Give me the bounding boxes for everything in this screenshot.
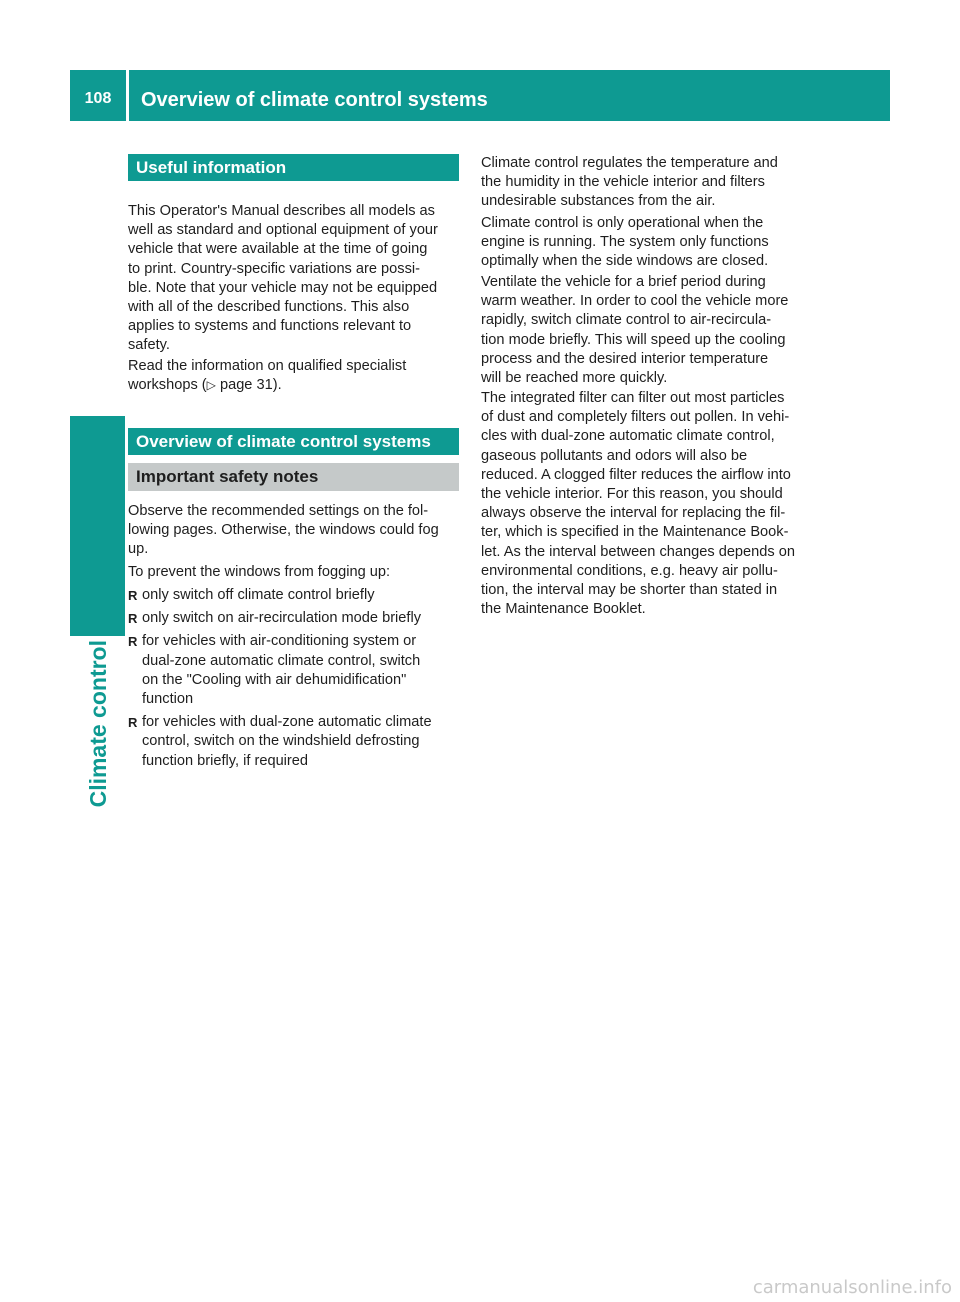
section-side-tab <box>70 416 125 636</box>
filter-line: cles with dual-zone automatic climate control, <box>481 428 775 445</box>
list-item-line: for vehicles with air-conditioning system or <box>142 633 417 650</box>
ventilation-line: tion mode briefly. This will speed up the cooling <box>481 331 786 348</box>
workshops-line-2-start: workshops ( <box>128 377 207 394</box>
list-item-line: only switch off climate control briefly <box>142 587 375 603</box>
fogging-intro-text: To prevent the windows from fogging up: <box>128 564 391 580</box>
useful-information-line: This Operator's Manual describes all models as <box>128 203 435 219</box>
workshops-line-1: Read the information on qualified specialist <box>128 358 407 374</box>
filter-line: ter, which is specified in the Maintenance Book- <box>481 524 789 541</box>
ventilation-line: warm weather. In order to cool the vehicle more <box>481 293 789 310</box>
list-item <box>128 586 459 605</box>
list-item-line: function <box>142 691 194 708</box>
filter-line: gaseous pollutants and odors will also be <box>481 447 748 464</box>
useful-information-line: vehicle that were available at the time of going <box>128 241 428 258</box>
overview-section-heading: Overview of climate control systems <box>128 428 459 455</box>
fogging-intro <box>128 563 459 582</box>
operational-line: Climate control is only operational when the <box>481 215 764 231</box>
list-item-line: function briefly, if required <box>142 752 309 769</box>
climate-control-intro-paragraph <box>481 154 811 212</box>
page-number: 108 <box>84 90 112 107</box>
filter-line: reduced. A clogged filter reduces the airflow into <box>481 466 791 483</box>
filter-line: tion, the interval may be shorter than stated in <box>481 582 778 599</box>
watermark: carmanualsonline.info <box>752 1277 952 1298</box>
ventilation-paragraph <box>481 273 811 388</box>
filter-line: the Maintenance Booklet. <box>481 601 646 618</box>
filter-line: the vehicle interior. For this reason, you should <box>481 486 783 503</box>
list-item <box>128 713 459 771</box>
bullet-marker-icon: R <box>128 611 138 627</box>
ventilation-line: will be reached more quickly. <box>481 370 668 387</box>
section-side-label <box>70 640 125 930</box>
safety-notes-line: lowing pages. Otherwise, the windows could fog <box>128 522 439 539</box>
list-item-line: for vehicles with dual-zone automatic climate <box>142 714 432 731</box>
list-item-line: control, switch on the windshield defrosting <box>142 733 420 750</box>
climate-intro-line: Climate control regulates the temperature and <box>481 155 778 171</box>
side-label-text: Climate control <box>84 640 111 808</box>
useful-information-line: well as standard and optional equipment of your <box>128 222 438 239</box>
operational-line: optimally when the side windows are closed. <box>481 253 769 270</box>
list-item-line: dual-zone automatic climate control, switch <box>142 652 421 669</box>
page-title: Overview of climate control systems <box>141 89 488 111</box>
useful-information-heading: Useful information <box>128 154 459 181</box>
filter-line: The integrated filter can filter out most particles <box>481 390 785 406</box>
page-header-bar <box>70 70 890 121</box>
filter-line: of dust and completely filters out pollen. In vehi- <box>481 409 790 426</box>
list-item-line: on the "Cooling with air dehumidification" <box>142 671 407 688</box>
list-item <box>128 632 459 709</box>
useful-information-line: applies to systems and functions relevant to <box>128 318 412 335</box>
safety-notes-line: Observe the recommended settings on the fol- <box>128 503 429 519</box>
safety-notes-line: up. <box>128 541 149 558</box>
ventilation-line: rapidly, switch climate control to air-recircula- <box>481 312 772 329</box>
climate-intro-line: the humidity in the vehicle interior and filters <box>481 174 765 191</box>
useful-information-line: with all of the described functions. This also <box>128 299 410 316</box>
filter-paragraph <box>481 389 811 619</box>
page-reference-link[interactable]: page 31). <box>215 377 282 394</box>
header-divider <box>126 70 129 121</box>
useful-information-line: to print. Country-specific variations are possi- <box>128 260 420 277</box>
useful-information-line: safety. <box>128 337 170 354</box>
safety-notes-paragraph <box>128 502 459 560</box>
bullet-marker-icon: R <box>128 634 138 650</box>
operational-line: engine is running. The system only functions <box>481 234 769 251</box>
ventilation-line: process and the desired interior temperature <box>481 350 769 367</box>
page-reference-arrow-icon: ▷ <box>206 378 216 393</box>
fogging-prevention-list <box>128 586 459 775</box>
filter-line: always observe the interval for replacing the fil- <box>481 505 786 522</box>
climate-intro-line: undesirable substances from the air. <box>481 193 716 210</box>
list-item <box>128 609 459 628</box>
operational-paragraph <box>481 214 811 272</box>
list-item-line: only switch on air-recirculation mode briefly <box>142 610 422 627</box>
filter-line: environmental conditions, e.g. heavy air pollu- <box>481 562 778 579</box>
ventilation-line: Ventilate the vehicle for a brief period during <box>481 274 766 290</box>
bullet-marker-icon: R <box>128 588 138 603</box>
safety-notes-heading: Important safety notes <box>128 463 459 491</box>
useful-information-line: ble. Note that your vehicle may not be equipped <box>128 279 438 296</box>
bullet-marker-icon: R <box>128 715 138 731</box>
useful-information-paragraph <box>128 202 459 356</box>
filter-line: let. As the interval between changes depends on <box>481 543 795 560</box>
specialist-workshops-paragraph <box>128 357 459 395</box>
